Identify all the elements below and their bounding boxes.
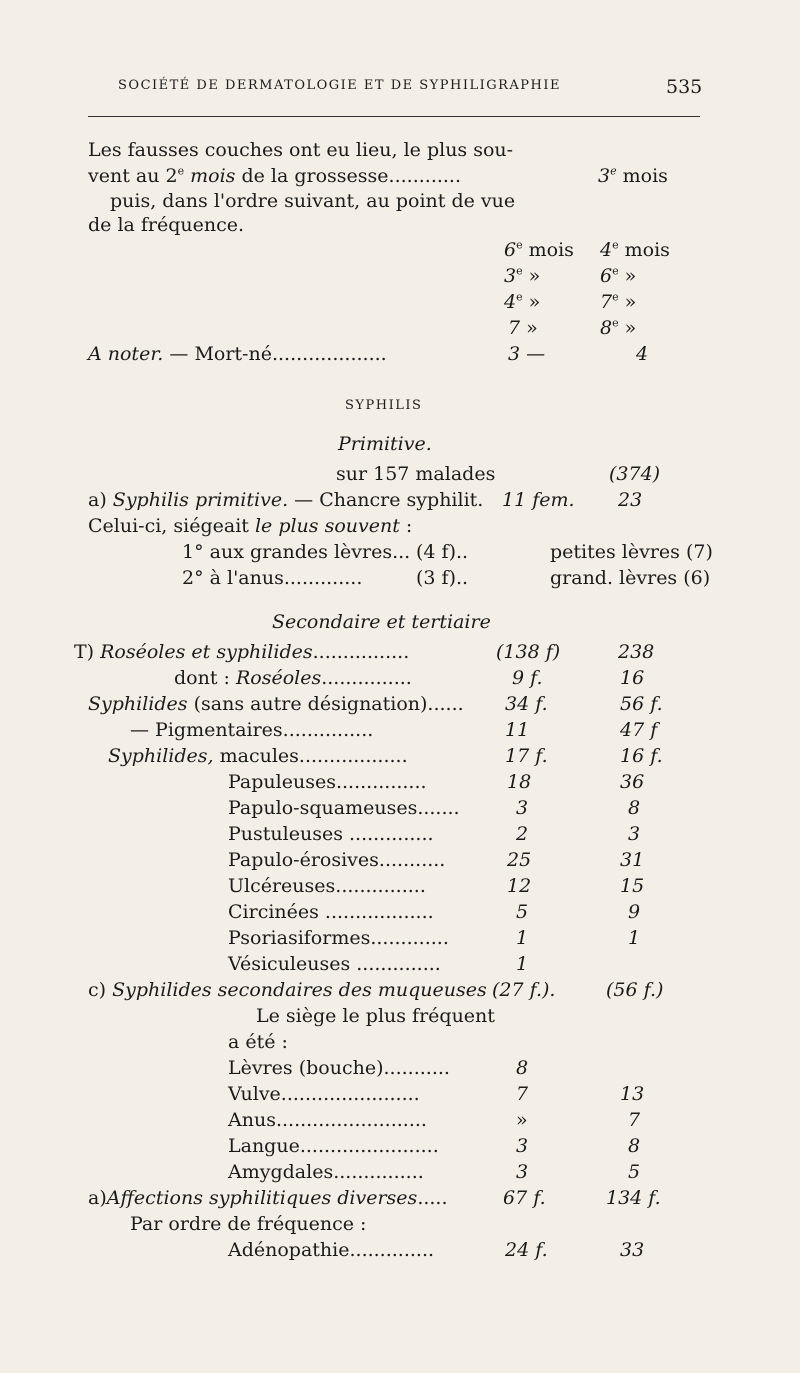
table-row: Papulo-squameuses....... <box>228 797 460 819</box>
intro-line-1: Les fausses couches ont eu lieu, le plus sou- <box>88 139 514 161</box>
list-item: Adénopathie.............. <box>228 1239 435 1261</box>
table-cell-a: 9 f. <box>512 667 543 689</box>
list-item-a: 8 <box>516 1057 529 1079</box>
running-title: SOCIÉTÉ DE DERMATOLOGIE ET DE SYPHILIGRAPHIE <box>118 78 562 93</box>
table-cell-b: 31 <box>620 849 645 871</box>
freq-row: 8e » <box>600 316 637 339</box>
table-row: — Pigmentaires............... <box>130 719 374 741</box>
freq-row: 7e » <box>600 290 637 313</box>
table-row: Vésiculeuses .............. <box>228 953 441 975</box>
list-item-a: 24 f. <box>505 1239 548 1261</box>
table-row: Syphilides (sans autre désignation)...... <box>88 693 464 715</box>
section-title: SYPHILIS <box>345 398 423 413</box>
intro-months: 3e mois <box>598 164 668 187</box>
table-cell-b: 16 f. <box>620 745 663 767</box>
table-cell-a: 1 <box>516 953 529 975</box>
primitive-row-2: 2° à l'anus............. <box>182 567 363 589</box>
table-row: dont : Roséoles............... <box>174 667 412 689</box>
list-item-a: 3 <box>516 1135 529 1157</box>
mucous-seat-2: a été : <box>228 1031 288 1053</box>
page-number: 535 <box>666 76 703 98</box>
note-line: A noter. — Mort-né................... <box>88 343 387 365</box>
table-row: Papuleuses............... <box>228 771 427 793</box>
list-item-b: 5 <box>628 1161 641 1183</box>
table-row: Syphilides, macules.................. <box>108 745 408 767</box>
table-cell-b: 9 <box>628 901 641 923</box>
freq-row: 4e mois <box>600 238 670 261</box>
primitive-total: (374) <box>609 463 661 485</box>
list-item: Amygdales............... <box>228 1161 424 1183</box>
table-cell-a: (138 f) <box>496 641 561 663</box>
table-cell-b: 47 f <box>620 719 658 741</box>
table-cell-a: 34 f. <box>505 693 548 715</box>
table-cell-a: 18 <box>507 771 532 793</box>
table-row: Circinées .................. <box>228 901 434 923</box>
mucous-seat-1: Le siège le plus fréquent <box>256 1005 495 1027</box>
freq-row: 7 » <box>508 317 538 339</box>
table-cell-a: 1 <box>516 927 529 949</box>
table-row: T) Roséoles et syphilides................ <box>74 641 410 663</box>
primitive-title: Primitive. <box>338 433 432 455</box>
primitive-a-val: 23 <box>618 489 643 511</box>
primitive-subtitle: sur 157 malades <box>336 463 496 485</box>
list-item: Anus......................... <box>228 1109 427 1131</box>
primitive-row-1-right: petites lèvres (7) <box>550 541 713 563</box>
table-cell-b: 56 f. <box>620 693 663 715</box>
list-item-b: 7 <box>628 1109 641 1131</box>
table-cell-a: 3 <box>516 797 529 819</box>
primitive-seat: Celui-ci, siégeait le plus souvent : <box>88 515 413 537</box>
mucous-value-b: (56 f.) <box>606 979 664 1001</box>
list-item-b: 33 <box>620 1239 645 1261</box>
list-item-b: 8 <box>628 1135 641 1157</box>
table-row: Ulcéreuses............... <box>228 875 426 897</box>
table-cell-b: 8 <box>628 797 641 819</box>
table-cell-a: 11 <box>505 719 530 741</box>
table-cell-b: 16 <box>620 667 645 689</box>
list-item-a: » <box>516 1109 528 1131</box>
list-item: Lèvres (bouche)........... <box>228 1057 450 1079</box>
primitive-row-2-right: grand. lèvres (6) <box>550 567 711 589</box>
list-item-a: 3 <box>516 1161 529 1183</box>
list-item-b: 13 <box>620 1083 645 1105</box>
table-row: Psoriasiformes............. <box>228 927 449 949</box>
freq-row: 3e » <box>504 264 541 287</box>
diverse-order: Par ordre de fréquence : <box>130 1213 367 1235</box>
note-value-b: 4 <box>636 343 649 365</box>
freq-row: 6e » <box>600 264 637 287</box>
freq-row: 6e mois <box>504 238 574 261</box>
table-cell-a: 17 f. <box>505 745 548 767</box>
table-row: Papulo-érosives........... <box>228 849 446 871</box>
list-item: Langue....................... <box>228 1135 439 1157</box>
header-rule <box>88 116 700 117</box>
primitive-row-1: 1° aux grandes lèvres... <box>182 541 411 563</box>
intro-line-2: vent au 2e mois de la grossesse............ <box>88 164 462 187</box>
table-cell-a: 12 <box>507 875 532 897</box>
mucous-value-a: (27 f.). <box>492 979 556 1001</box>
intro-line-4: de la fréquence. <box>88 214 245 236</box>
diverse-value-b: 134 f. <box>606 1187 661 1209</box>
freq-row: 4e » <box>504 290 541 313</box>
table-row: Pustuleuses .............. <box>228 823 434 845</box>
diverse-line: a)Affections syphilitiques diverses..... <box>88 1187 448 1209</box>
list-item: Vulve....................... <box>228 1083 420 1105</box>
primitive-a: a) Syphilis primitive. — Chancre syphilit. <box>88 489 484 511</box>
table-cell-a: 25 <box>507 849 532 871</box>
primitive-a-fem: 11 fem. <box>502 489 575 511</box>
table-cell-b: 15 <box>620 875 645 897</box>
table-cell-b: 1 <box>628 927 641 949</box>
table-cell-b: 36 <box>620 771 645 793</box>
table-cell-b: 238 <box>618 641 655 663</box>
table-cell-b: 3 <box>628 823 641 845</box>
primitive-row-2-count: (3 f).. <box>416 567 469 589</box>
table-cell-a: 2 <box>516 823 529 845</box>
primitive-row-1-count: (4 f).. <box>416 541 469 563</box>
list-item-a: 7 <box>516 1083 529 1105</box>
secondary-title: Secondaire et tertiaire <box>272 611 491 633</box>
diverse-value-a: 67 f. <box>503 1187 546 1209</box>
intro-line-3: puis, dans l'ordre suivant, au point de vue <box>110 190 516 212</box>
note-value-a: 3 — <box>508 343 546 365</box>
table-cell-a: 5 <box>516 901 529 923</box>
mucous-line: c) Syphilides secondaires des muqueuses <box>88 979 487 1001</box>
